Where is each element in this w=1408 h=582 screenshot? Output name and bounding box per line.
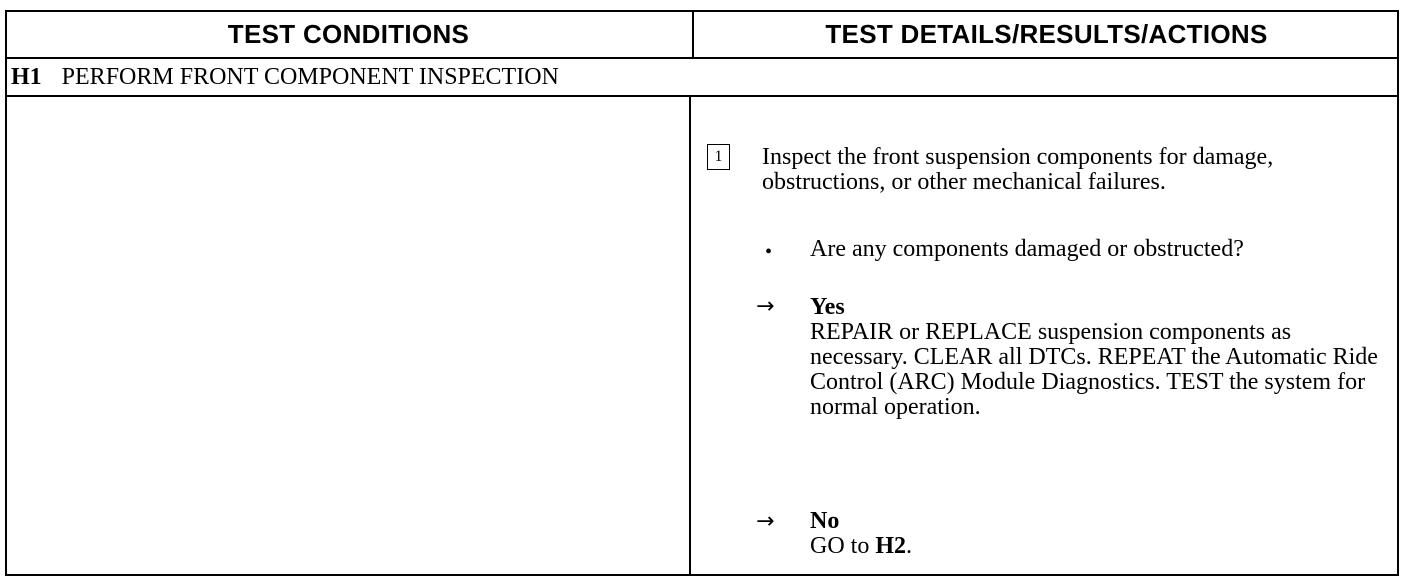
bullet-icon: • [765, 241, 773, 263]
no-label: No [810, 508, 840, 534]
step-title-text: PERFORM FRONT COMPONENT INSPECTION [61, 63, 559, 90]
step-question: Are any components damaged or obstructed? [810, 236, 1244, 262]
step-id: H1 [11, 63, 42, 90]
yes-label: Yes [810, 294, 845, 320]
no-action-suffix: . [906, 533, 913, 559]
step-number-box: 1 [707, 144, 730, 170]
no-action-prefix: GO to [810, 533, 876, 559]
header-test-details: TEST DETAILS/RESULTS/ACTIONS [825, 19, 1268, 49]
step-title-divider [5, 95, 1399, 97]
header-divider [5, 57, 1399, 59]
step-title [11, 60, 559, 94]
arrow-right-icon: → [756, 509, 775, 534]
header-test-conditions: TEST CONDITIONS [227, 19, 470, 49]
no-action [810, 534, 912, 559]
yes-action: REPAIR or REPLACE suspension components as necessary. CLEAR all DTCs. REPEAT the Automatic Ride Control (ARC) Module Diagnostics. TEST the system for normal operation. [810, 319, 1378, 420]
arrow-right-icon: → [756, 294, 775, 319]
step-instruction: Inspect the front suspension components for damage, obstructions, or other mechanical failures. [762, 144, 1274, 195]
body-column-divider [689, 95, 691, 576]
no-action-ref: H2 [875, 533, 907, 559]
